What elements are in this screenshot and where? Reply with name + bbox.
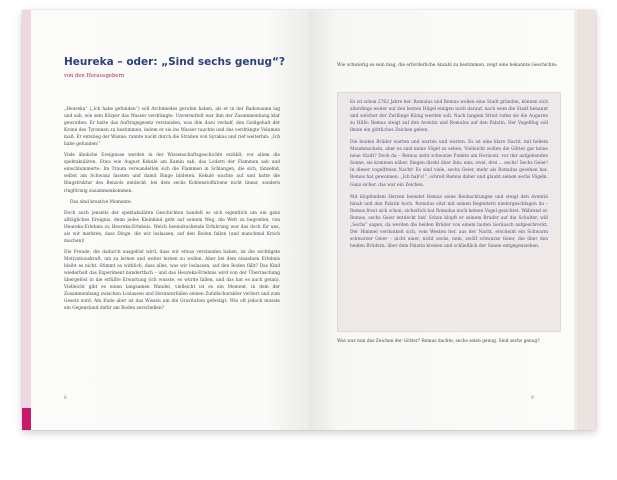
left-margin-strip: [22, 10, 31, 430]
story-paragraph: Die beiden Brüder warten und warten und warten. Es ist eine klare Nacht, mit hellem Mondenschein, aber es sind keine Vögel zu sehen. Vielleicht wollen die Götter gar keine neue Stadt? Doch da – Remus sieht schwarze Punkte am Horizont, vor der aufgehenden Sonne, sie kommen näher, fliegen direkt über ihm: eins, zwei, drei ... sechs! Sechs Geier! In dieser vogelfreien Nacht! Es sind viele, sechs Geier, mehr als Romulus gesehen hat. Remus hat gewonnen. „Ich hab's!“, schreit Remus daher und glaubt seinen sechs Vögeln. Ganz sicher, das war ein Zeichen.: [350, 140, 548, 188]
chapter-tab-marker: [22, 408, 31, 430]
paragraph: „Heureka“ („Ich habe gefunden“) soll Archimedes gerufen haben, als er in der Badewanne lag und sah, wie sein Körper das Wasser verdrängte. Unvermittelt war ihm der Zusammenhang klar geworden: Er hatte das Auftragsgesetz verstanden, was ihm dazu verhalf, den Goldgehalt der Krone des Tyrannen zu bestimmen, indem er sie ins Wasser tauchte und das verdrängte Volumen maß. Er entstieg der Wanne, rannte nackt durch die Straßen von Syrakus und rief weiterhin: „Ich habe gefunden!“: [64, 107, 280, 148]
right-margin-strip: [574, 10, 596, 430]
paragraph: Viele ähnliche Ereignisse werden in der Wissenschaftsgeschichte erzählt, vor allem die spektakulären. Etwa wie August Kekulé am Kamin saß, das Lodern der Flammen sah und einschlummerte. Im Traum verwandelten sich die Flammen in Schlangen, die sich, tänzelnd, selbst am Schwanz fassten und damit Ringe bildeten. Kekulé wachte auf und hatte die Ringstruktur des Benzols entdeckt, bei dem sechs Kohlenstoffatome nicht linear, sondern ringförmig zusammenkommen.: [64, 153, 280, 194]
story-box: [337, 92, 561, 332]
left-page: [22, 10, 309, 430]
right-intro-text: [337, 62, 559, 73]
byline: von den Herausgebern: [64, 73, 125, 79]
chapter-title: Heureka – oder: „Sind sechs genug“?: [64, 56, 285, 68]
page-number-right: 9: [531, 395, 534, 400]
paragraph: Die Freude, die dadurch ausgelöst wird, dass wir etwas verstanden haben, ist die wichtigste Motivationskraft, um zu lernen und weiter lernen zu wollen. Aber bei dem einzelnen Erlebnis bleibt es nicht. Stimmt es wirklich, dass alles, was wir loslassen, auf den Boden fällt? Das Kind wiederholt das Experiment hundertfach – und das Heureka-Erlebnis wird von der Überraschung übergelöst in die erfüllte Erwartung (ich wusste, es würde fallen, und das hat es auch getan). Vielleicht gibt es einen langsamen Wandel, vielleicht ist es ein Moment, in dem der Zusammenhang zwischen Loslassen und Herunterfallen seinen Zufallscharakter verliert und zum Gesetz wird. Am Ende aber ist das Wissen um die Gravitation gefestigt: Wie oft jedoch musste ein Gegenstand dafür am Boden zerschellen?: [64, 249, 280, 312]
paragraph: Doch auch jenseits der spektakulären Geschichten handelt es sich eigentlich um ein ganz alltägliches Ereignis, denn jedes Kleinkind geht auf seinem Weg, die Welt zu begreifen, von Heureka-Erlebnis zu Heureka-Erlebnis. Welch beeindruckende Erfahrung war das doch für uns, als wir merkten, dass Dinge, die wir loslassen, auf den Boden fallen (und manchmal Krach machen)!: [64, 210, 280, 244]
story-paragraph: Mit klopfendem Herzen beendet Remus seine Beobachtungen und steigt den Aventin hinab und den Palatin hoch. Romulus sitzt mit seinen Begleitern niedergeschlagen da – Remus freut sich schon, sicherlich hat Romulus noch keinen Vogel gesichtet. Während er, Remus, sechs Geier entdeckt hat! Schon klopft er seinem Bruder auf die Schulter, will „Sechs“ sagen, da werden die beiden Brüder von einem lauten Geräusch aufgeschreckt. Der Himmel verdunkelt sich, vom Westen her, aus der Nacht, erscheint ein Schwarm schwarzer Geier – nicht einer, nicht sechs, nein, zwölf schwarze Geier, die über den beiden Brüdern, über dem Palatin kreisen und schließlich der Sonne entgegenziehen.: [350, 194, 548, 249]
right-outro-text: [337, 338, 559, 349]
page-number-left: 8: [64, 395, 67, 400]
paragraph: Was war nun das Zeichen der Götter? Remus dachte, sechs seien genug. Sind sechs genug?: [337, 339, 540, 344]
book-spread: [22, 10, 596, 430]
right-page: [309, 10, 596, 430]
paragraph: Wie schwierig es sein mag, die erforderliche Anzahl zu bestimmen, zeigt eine bekannte Geschichte:: [337, 63, 558, 68]
left-body-text: [64, 106, 280, 316]
paragraph: Das sind kreative Momente.: [70, 199, 132, 205]
story-paragraph: Es ist schon 2762 Jahre her. Romulus und Remus wollen eine Stadt gründen, können sich allerdings weder auf den besten Hügel einigen noch darauf, nach wem die Stadt benannt und welcher der Zwillinge König werden soll. Nach langem Streit rufen sie die Auguren zu Hilfe: Remus steigt auf den Aventin und Romulus auf den Palatin. Der Vogelflug soll ihnen ein göttliches Zeichen geben.: [350, 100, 548, 134]
